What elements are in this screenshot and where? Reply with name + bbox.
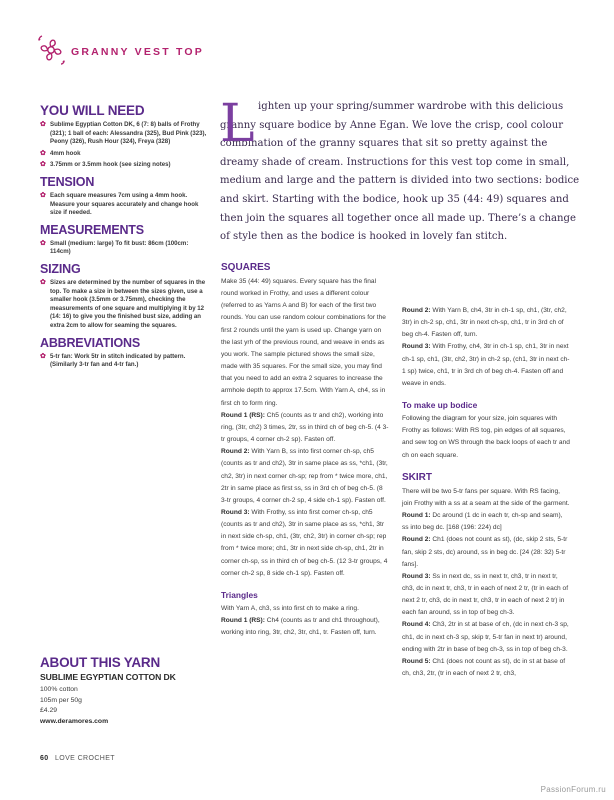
flower-bullet-icon: ✿ — [40, 161, 46, 169]
squares-heading: SQUARES — [221, 262, 271, 273]
tension-list — [40, 192, 208, 218]
you-will-need-list — [40, 121, 208, 170]
yarn-fibre: 100% cotton — [40, 686, 78, 693]
yarn-website-link[interactable]: www.deramores.com — [40, 717, 109, 725]
skirt-text: There will be two 5-tr fans per square. With RS facing, join Frothy with a ss at a seam at the side of the garment. Round 1: Dc around (1 dc in each tr, ch-sp and seam), ss into beg dc. [168 (196: 224) dc] Round 2: Ch1 (does not count as st), (dc, skip 2 sts, 5-tr fan, skip 2 sts, dc) around, ss in beg dc. [24 (28: 32) 5-tr fans]. Round 3: Ss in next dc, ss in next tr, ch3, tr in next tr, ch3, dc in next tr, ch3, tr in each of next 2 tr, (tr in each of next 2 tr, ch3, dc in next tr, ch3, tr in each of next 2 tr) in each fan around, ss in top of beg ch-3. Round 4: Ch3, 2tr in st at base of ch, (dc in next ch-3 sp, ch1, dc in next ch-3 sp, skip tr, 5-tr fan in next tr) around, ending with 2tr in base of beg ch-3, ss in top of beg ch-3. Round 5: Ch1 (does not count as st), dc in st at base of ch, ch3, 2tr, (tr in each of next 2 tr, ch3, — [402, 487, 570, 678]
magazine-title: LOVE CROCHET — [54, 755, 115, 762]
flower-bullet-icon: ✿ — [40, 278, 46, 286]
page-header — [34, 33, 234, 69]
triangles-text-continued: Round 2: With Yarn B, ch4, 3tr in ch-1 sp, ch1, (3tr, ch2, 3tr) in ch-2 sp, ch1, 3tr in next ch-sp, ch1, tr in 3rd ch of beg ch-4. Fasten off, turn. Round 3: With Frothy, ch4, 3tr in ch-1 sp, ch1, 3tr in next ch-1 sp, ch1, (3tr, ch2, 3tr) in ch-2 sp, (ch1, 3tr in next ch-1 sp) twice, ch1, tr in 3rd ch of beg ch-4. Fasten off and weave in ends. — [402, 307, 570, 387]
page-title: GRANNY VEST TOP — [71, 46, 204, 58]
make-up-text: Following the diagram for your size, join squares with Frothy as follows: With RS tog, pin edges of all squares, and sew tog on WS through the back loops of each tr and ch on each square. — [402, 415, 570, 459]
sizing-list — [40, 279, 208, 331]
triangles-text: With Yarn A, ch3, ss into first ch to make a ring. Round 1 (RS): Ch4 (counts as tr and ch1 throughout), working into ring, 3tr, ch2, 3tr, ch1, tr. Fasten off, turn. — [221, 604, 380, 637]
list-item: ✿ 4mm hook — [40, 149, 81, 157]
flower-bullet-icon: ✿ — [40, 191, 46, 199]
measurements-list — [40, 240, 208, 257]
sidebar — [40, 103, 208, 375]
yarn-name: SUBLIME EGYPTIAN COTTON DK — [40, 672, 176, 682]
intro-text: ighten up your spring/summer wardrobe with this delicious granny square bodice by Anne Egan. We love the crisp, cool colour combination of the granny squares that sit so pretty against the dreamy shade of cream. Instructions for this vest top come in small, medium and large and the pattern is divided into two sections: bodice and skirt. Starting with the bodice, hook up 35 (44: 49) squares and then join the squares all together once all made up. There’s a change of style then as the bodice is hooked in lovely fan stitch. — [220, 101, 580, 243]
abbreviations-heading: ABBREVIATIONS — [40, 335, 140, 350]
squares-text: Make 35 (44: 49) squares. Every square has the final round worked in Frothy, and uses a different colour (referred to as Yarns A and B) for each of the first two rounds. You can use random colour combinations for the first 2 rounds until the yarn is used up. Change yarn on the last yrh of the previous round, and weave in ends as you work. The sample pictured shows the small size, made with 35 squares. For the small size, you may find that you need to add an extra 2 squares to increase the armhole depth to approx 17.5cm. With Yarn A, ch4, ss in first ch to form ring. Round 1 (RS): Ch5 (counts as tr and ch2), working into ring, (3tr, ch2) 3 times, 2tr, ss in third ch of beg ch-5. (4 3-tr groups, 4 corner ch-2 sp). Fasten off. Round 2: With Yarn B, ss into first corner ch-sp, ch5 (counts as tr and ch2), 3tr in same place as ss, *ch1, (3tr, ch2, 3tr) in next corner ch-sp; rep from * twice more, ch1, 2tr in same place as first ss, ss in 3rd ch of beg ch-5. (8 3-tr groups, 4 corner ch-2 sp, 4 side ch-1 sp). Fasten off. Round 3: With Frothy, ss into first corner ch-sp, ch5 (counts as tr and ch2), 3tr in same place as ss, *ch1, 3tr in next side ch-sp, ch1, (3tr, ch2, 3tr) in corner ch-sp; rep from * twice more; ch1, 3tr in next side ch-sp, ch1, 2tr in corner ch-sp, ss in third ch of beg ch-5. (12 3-tr groups, 4 corner ch-2 sp, 8 side ch-1 sp). Fasten off. — [221, 278, 389, 577]
page-number: 60 — [40, 755, 49, 762]
triangles-heading: Triangles — [221, 589, 258, 600]
about-yarn — [40, 655, 208, 727]
watermark: PassionForum.ru — [540, 785, 606, 794]
list-item: ✿ 5-tr fan: Work 5tr in stitch indicated by pattern. (Similarly 3-tr fan and 4-tr fan.) — [40, 352, 186, 369]
flower-bullet-icon: ✿ — [40, 239, 46, 247]
flower-bullet-icon: ✿ — [40, 352, 46, 360]
page-footer — [40, 755, 115, 762]
tension-heading: TENSION — [40, 174, 95, 189]
flower-bullet-icon: ✿ — [40, 121, 46, 128]
abbreviations-list — [40, 353, 208, 370]
pattern-column-2 — [402, 305, 570, 680]
pattern-column-1 — [221, 262, 389, 639]
flower-bullet-icon: ✿ — [40, 149, 46, 157]
list-item: ✿ Small (medium: large) To fit bust: 86cm (100cm: 114cm) — [40, 239, 189, 256]
measurements-heading: MEASUREMENTS — [40, 222, 144, 237]
you-will-need-heading: YOU WILL NEED — [40, 103, 145, 118]
about-heading: ABOUT THIS YARN — [40, 655, 161, 670]
list-item: ✿ 3.75mm or 3.5mm hook (see sizing notes) — [40, 161, 171, 169]
yarn-length: 105m per 50g — [40, 696, 82, 704]
sizing-heading: SIZING — [40, 261, 81, 276]
make-up-heading: To make up bodice — [402, 400, 478, 411]
list-item: ✿ Sublime Egyptian Cotton DK, 6 (7: 8) balls of Frothy (321); 1 ball of each: Alessandra (325), Bud Pink (323), Peony (326), Rush Hour (324), Freya (328) — [40, 121, 207, 146]
list-item: ✿ Each square measures 7cm using a 4mm hook. Measure your squares accurately and change hook size if needed. — [40, 191, 199, 217]
drop-cap: L — [220, 94, 255, 154]
flower-swirl-icon — [34, 33, 68, 67]
intro — [220, 94, 586, 247]
skirt-heading: SKIRT — [402, 471, 432, 483]
yarn-price: £4.29 — [40, 707, 58, 714]
list-item: ✿ Sizes are determined by the number of squares in the top. To make a size in between the sizes given, use a smaller hook (3.5mm or 3.75mm), checking the measurements of one square and multiplying it by 12 (14: 16) to give you the finished bust size, adding an extra 2cm to allow for seaming the squares. — [40, 278, 206, 329]
